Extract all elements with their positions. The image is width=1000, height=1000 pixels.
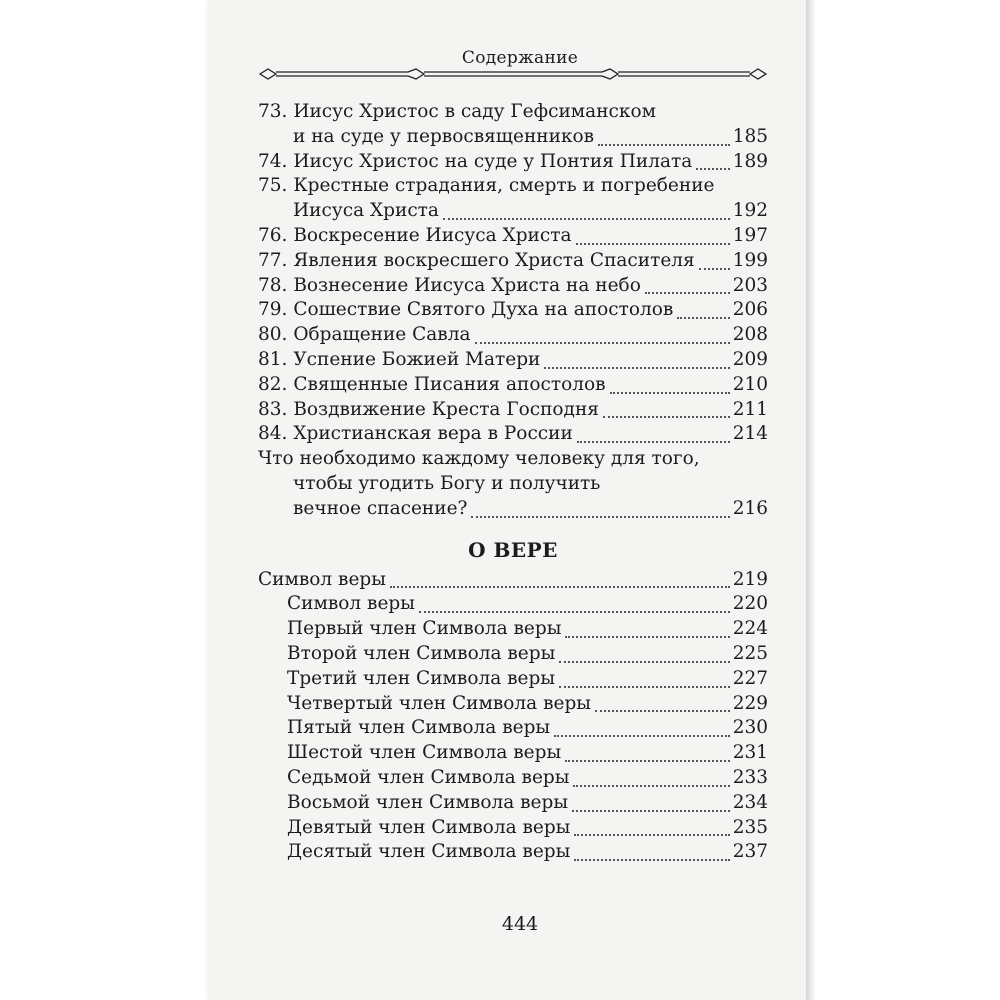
- toc-page-ref: 230: [732, 717, 768, 739]
- toc-entry[interactable]: [258, 568, 768, 593]
- dot-leader: [554, 721, 730, 737]
- toc-entry-line: [258, 150, 768, 175]
- toc-page-ref: 214: [732, 423, 768, 445]
- toc-page-ref: 199: [732, 249, 768, 271]
- dot-leader: [471, 502, 729, 518]
- toc-entry-line: [258, 592, 768, 617]
- toc-entry-line: [258, 766, 768, 791]
- dot-leader: [443, 204, 730, 220]
- toc-entry-number: 77.: [258, 249, 288, 271]
- toc-entry-line: [258, 472, 768, 497]
- toc-page-ref: 224: [732, 618, 768, 640]
- table-of-contents: [258, 100, 768, 865]
- toc-entry[interactable]: [258, 323, 768, 348]
- toc-page-ref: 210: [732, 373, 768, 395]
- toc-entry-line: [258, 323, 768, 348]
- toc-entry-line: [258, 497, 768, 522]
- toc-page-ref: 192: [732, 200, 768, 222]
- toc-entry-title: Христианская вера в России: [293, 423, 573, 445]
- toc-entry-line: [258, 447, 768, 472]
- toc-page-ref: 235: [732, 816, 768, 838]
- dot-leader: [576, 229, 730, 245]
- toc-page-ref: 219: [732, 568, 768, 590]
- toc-subentry[interactable]: [258, 617, 768, 642]
- toc-page-ref: 189: [732, 150, 768, 172]
- toc-entry-title: Шестой член Символа веры: [287, 742, 562, 764]
- toc-page-ref: 206: [732, 299, 768, 321]
- dot-leader: [696, 154, 729, 170]
- toc-entry-line: [258, 298, 768, 323]
- toc-subentry[interactable]: [258, 840, 768, 865]
- dot-leader: [419, 597, 730, 613]
- toc-entry-line: [258, 125, 768, 150]
- toc-entry[interactable]: [258, 249, 768, 274]
- toc-entry-line: [258, 199, 768, 224]
- toc-entry-title: Воздвижение Креста Господня: [293, 398, 599, 420]
- toc-entry-title: чтобы угодить Богу и получить: [293, 472, 601, 494]
- toc-entry-title: Седьмой член Символа веры: [287, 766, 570, 788]
- toc-entry-final[interactable]: [258, 447, 768, 521]
- toc-entry-title: Второй член Символа веры: [287, 642, 556, 664]
- toc-entry-line: [258, 100, 768, 125]
- toc-entry-number: 82.: [258, 373, 288, 395]
- toc-entry-title: Символ веры: [287, 593, 415, 615]
- toc-entry-line: [258, 274, 768, 299]
- toc-page-ref: 231: [732, 742, 768, 764]
- toc-page-ref: 185: [732, 125, 768, 147]
- dot-leader: [544, 353, 729, 369]
- toc-page-ref: 208: [732, 324, 768, 346]
- toc-subentry[interactable]: [258, 667, 768, 692]
- toc-page-ref: 225: [732, 642, 768, 664]
- toc-entry-title: Обращение Савла: [293, 324, 471, 346]
- dot-leader: [573, 771, 729, 787]
- header-ornament: [258, 66, 768, 82]
- toc-entry-number: 79.: [258, 299, 288, 321]
- toc-entry-title: Пятый член Символа веры: [287, 717, 551, 739]
- toc-entry[interactable]: [258, 348, 768, 373]
- dot-leader: [645, 278, 730, 294]
- toc-entry-number: 81.: [258, 348, 288, 370]
- toc-entry-line: [258, 617, 768, 642]
- toc-page-ref: 234: [732, 791, 768, 813]
- dot-leader: [677, 303, 729, 319]
- running-header: Содержание: [461, 48, 579, 68]
- toc-subentry[interactable]: [258, 692, 768, 717]
- toc-entry-number: 74.: [258, 150, 288, 172]
- toc-entry-line: [258, 642, 768, 667]
- dot-leader: [574, 820, 729, 836]
- dot-leader: [559, 647, 729, 663]
- section-heading: О ВЕРЕ: [468, 537, 558, 562]
- toc-entry-line: [258, 840, 768, 865]
- toc-entry-line: [258, 249, 768, 274]
- toc-subentry[interactable]: [258, 642, 768, 667]
- dot-leader: [603, 402, 730, 418]
- toc-entry-title: Девятый член Символа веры: [287, 816, 571, 838]
- toc-page-ref: 216: [732, 497, 768, 519]
- toc-entry-title: и на суде у первосвященников: [293, 125, 595, 147]
- toc-entry[interactable]: [258, 100, 768, 150]
- toc-page-ref: 233: [732, 766, 768, 788]
- toc-entry[interactable]: [258, 398, 768, 423]
- toc-page-ref: 197: [732, 224, 768, 246]
- dot-leader: [610, 378, 730, 394]
- toc-entry-title: вечное спасение?: [293, 497, 468, 519]
- toc-entry-line: [258, 398, 768, 423]
- toc-entry-title: Иисус Христос на суде у Понтия Пилата: [293, 150, 693, 172]
- toc-entry-line: [258, 791, 768, 816]
- toc-subentry[interactable]: [258, 716, 768, 741]
- page-number: 444: [501, 913, 539, 935]
- toc-page-ref: 237: [732, 841, 768, 863]
- toc-entry-title: Явления воскресшего Христа Спасителя: [293, 249, 695, 271]
- dot-leader: [390, 572, 730, 588]
- dot-leader: [577, 427, 730, 443]
- dot-leader: [574, 845, 729, 861]
- toc-entry-title: Третий член Символа веры: [287, 667, 556, 689]
- toc-entry-title: Символ веры: [258, 568, 386, 590]
- toc-entry-title: Успение Божией Матери: [293, 348, 541, 370]
- toc-entry-title: Воскресение Иисуса Христа: [293, 224, 572, 246]
- toc-entry-line: [258, 224, 768, 249]
- toc-entry-title: Крестные страдания, смерть и погребение: [293, 175, 715, 197]
- toc-entry-line: [258, 816, 768, 841]
- toc-entry[interactable]: [258, 150, 768, 175]
- toc-entry-number: 83.: [258, 398, 288, 420]
- toc-entry-title: Вознесение Иисуса Христа на небо: [293, 274, 641, 296]
- dot-leader: [572, 796, 730, 812]
- toc-entry-number: 84.: [258, 423, 288, 445]
- dot-leader: [699, 254, 730, 270]
- dot-leader: [565, 746, 730, 762]
- toc-page-ref: 227: [732, 667, 768, 689]
- toc-entry-title: Иисуса Христа: [293, 200, 439, 222]
- toc-page-ref: 211: [732, 398, 768, 420]
- dot-leader: [595, 696, 730, 712]
- toc-entry-line: [258, 741, 768, 766]
- toc-entry-line: [258, 422, 768, 447]
- toc-entry-line: [258, 568, 768, 593]
- dot-leader: [475, 328, 730, 344]
- toc-entry-line: [258, 692, 768, 717]
- toc-subentry[interactable]: [258, 766, 768, 791]
- toc-entry-line: [258, 348, 768, 373]
- toc-entry[interactable]: [258, 298, 768, 323]
- toc-page-ref: 220: [732, 593, 768, 615]
- page-edge: [806, 0, 816, 1000]
- toc-entry-line: [258, 373, 768, 398]
- toc-subentry[interactable]: [258, 816, 768, 841]
- toc-entry-number: 73.: [258, 101, 288, 122]
- dot-leader: [559, 672, 730, 688]
- toc-page-ref: 209: [732, 348, 768, 370]
- toc-entry[interactable]: [258, 224, 768, 249]
- toc-entry-title: Что необходимо каждому человеку для того,: [258, 448, 700, 470]
- toc-subentry[interactable]: [258, 741, 768, 766]
- toc-entry-title: Первый член Символа веры: [287, 618, 562, 640]
- toc-entry-title: Десятый член Символа веры: [287, 841, 571, 863]
- toc-subentry[interactable]: [258, 791, 768, 816]
- toc-entry-title: Иисус Христос в саду Гефсиманском: [293, 101, 656, 122]
- toc-entry-number: 78.: [258, 274, 288, 296]
- toc-entry-number: 76.: [258, 224, 288, 246]
- toc-entry-title: Четвертый член Символа веры: [287, 692, 592, 714]
- dot-leader: [598, 130, 730, 146]
- toc-entry[interactable]: [258, 274, 768, 299]
- toc-entry-line: [258, 174, 768, 199]
- toc-subentry[interactable]: [258, 592, 768, 617]
- toc-entry-title: Священные Писания апостолов: [293, 373, 606, 395]
- toc-entry-number: 75.: [258, 175, 288, 197]
- toc-page-ref: 229: [732, 692, 768, 714]
- toc-entry[interactable]: [258, 373, 768, 398]
- toc-entry-number: 80.: [258, 324, 288, 346]
- toc-page-ref: 203: [732, 274, 768, 296]
- toc-entry-line: [258, 667, 768, 692]
- toc-entry-title: Восьмой член Символа веры: [287, 791, 569, 813]
- toc-entry-title: Сошествие Святого Духа на апостолов: [293, 299, 674, 321]
- toc-entry-line: [258, 716, 768, 741]
- toc-entry[interactable]: [258, 422, 768, 447]
- toc-entry[interactable]: [258, 174, 768, 224]
- dot-leader: [565, 622, 729, 638]
